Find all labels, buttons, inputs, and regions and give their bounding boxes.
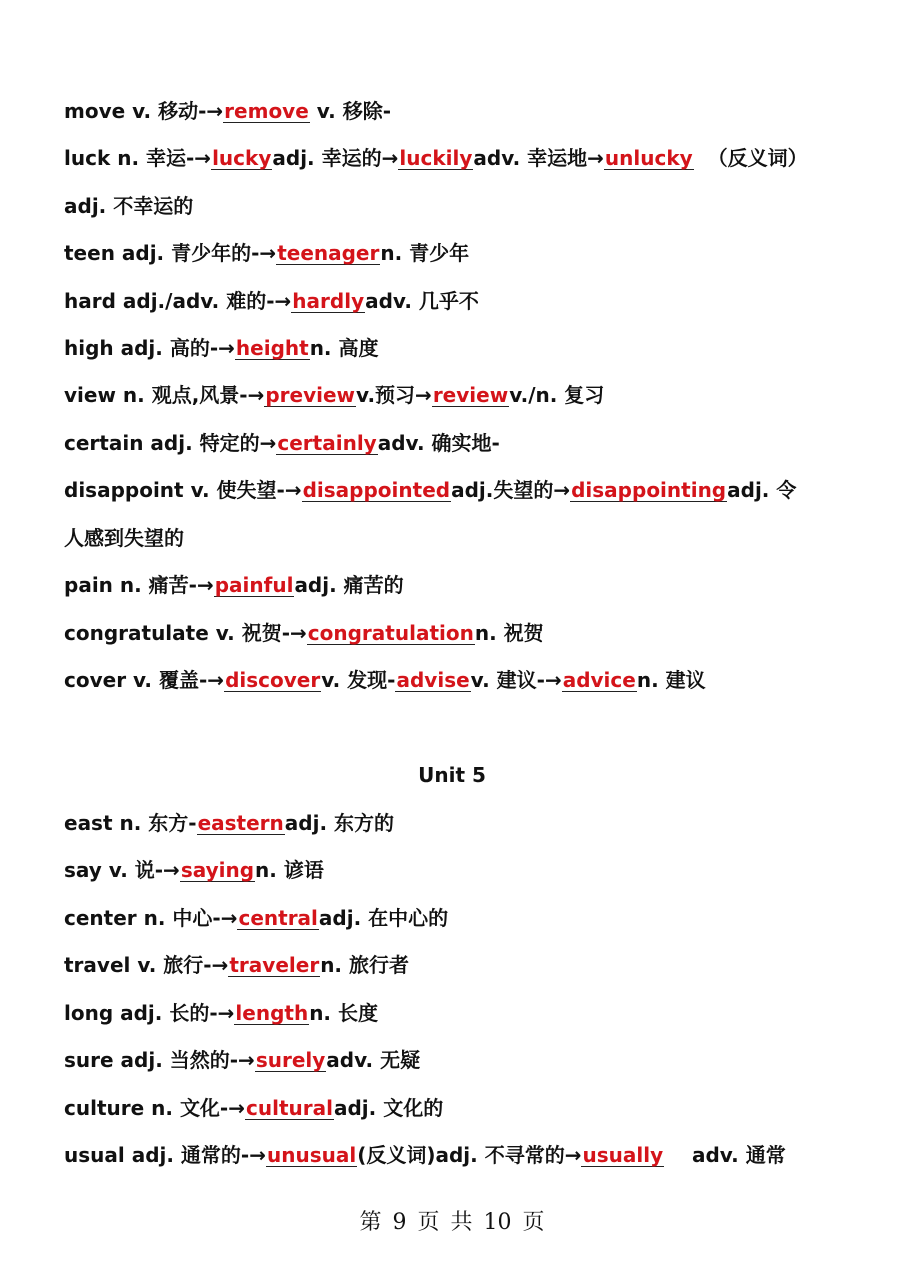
answer-word: hardly <box>292 289 365 313</box>
answer-word: luckily <box>399 146 473 170</box>
entry-text: adj. 痛苦的 <box>294 573 404 597</box>
answer-word: central <box>238 906 318 930</box>
answer-word: height <box>235 336 309 360</box>
answer-word: painful <box>214 573 294 597</box>
vocab-line <box>64 523 184 553</box>
entry-text: adj. 在中心的 <box>318 906 449 930</box>
entry-text: v. 移除- <box>309 99 392 123</box>
entry-text: v. 发现- <box>321 668 396 692</box>
entry-text: n. 建议 <box>636 668 706 692</box>
entry-text: n. 长度 <box>309 1001 378 1025</box>
vocab-line <box>64 855 324 885</box>
entry-text: usual adj. 通常的-→ <box>64 1143 266 1167</box>
answer-word: unlucky <box>604 146 693 170</box>
entry-text: adj. 东方的 <box>284 811 395 835</box>
vocab-line <box>64 143 808 173</box>
entry-text: v./n. 复习 <box>509 383 605 407</box>
entry-text: adj. 不幸运的 <box>64 194 194 218</box>
vocab-line <box>64 333 379 363</box>
entry-text: v.预习→ <box>356 383 432 407</box>
answer-word: saying <box>180 858 255 882</box>
answer-word: traveler <box>229 953 320 977</box>
entry-text: certain adj. 特定的→ <box>64 431 277 455</box>
answer-word: certainly <box>277 431 377 455</box>
entry-text: cover v. 覆盖-→ <box>64 668 225 692</box>
answer-word: remove <box>224 99 309 123</box>
answer-word: surely <box>255 1048 326 1072</box>
entry-text: adj.失望的→ <box>451 478 571 502</box>
answer-word: eastern <box>197 811 284 835</box>
entry-text: 人感到失望的 <box>64 526 184 550</box>
answer-word: disappointing <box>571 478 727 502</box>
answer-word: advise <box>396 668 470 692</box>
vocab-line <box>64 286 479 316</box>
entry-text: move v. 移动-→ <box>64 99 224 123</box>
entry-text: n. 谚语 <box>255 858 324 882</box>
vocab-line <box>64 1093 443 1123</box>
entry-text: n. 青少年 <box>380 241 470 265</box>
vocab-line <box>64 428 500 458</box>
answer-word: usually <box>582 1143 664 1167</box>
page-footer: 第 9 页 共 10 页 <box>359 1210 545 1235</box>
entry-text: luck n. 幸运-→ <box>64 146 212 170</box>
answer-word: teenager <box>277 241 380 265</box>
entry-text: say v. 说-→ <box>64 858 180 882</box>
vocab-line <box>64 1140 786 1170</box>
vocab-line <box>64 665 706 695</box>
answer-word: discover <box>225 668 321 692</box>
vocab-line <box>64 618 544 648</box>
entry-text: adv. 无疑 <box>326 1048 421 1072</box>
vocab-line <box>64 96 391 126</box>
vocab-line <box>64 903 448 933</box>
answer-word: unusual <box>266 1143 357 1167</box>
vocab-line <box>64 380 604 410</box>
entry-text: adj. 文化的 <box>333 1096 444 1120</box>
entry-text: adv. 几乎不 <box>365 289 479 313</box>
entry-text: adv. 通常 <box>664 1143 786 1167</box>
answer-word: congratulation <box>307 621 474 645</box>
answer-word: advice <box>562 668 636 692</box>
entry-text: disappoint v. 使失望-→ <box>64 478 302 502</box>
entry-text: adv. 确实地- <box>377 431 500 455</box>
vocab-line <box>64 950 409 980</box>
answer-word: length <box>235 1001 309 1025</box>
entry-text: east n. 东方- <box>64 811 197 835</box>
unit-title: Unit 5 <box>418 763 486 787</box>
entry-text: n. 祝贺 <box>474 621 544 645</box>
entry-text: teen adj. 青少年的-→ <box>64 241 277 265</box>
entry-text: high adj. 高的-→ <box>64 336 235 360</box>
entry-text: v. 建议-→ <box>470 668 562 692</box>
entry-text: adv. 幸运地→ <box>473 146 604 170</box>
vocab-line <box>64 570 404 600</box>
vocab-line <box>64 1045 420 1075</box>
answer-word: review <box>432 383 509 407</box>
entry-text: long adj. 长的-→ <box>64 1001 235 1025</box>
entry-text: pain n. 痛苦-→ <box>64 573 214 597</box>
vocab-line <box>64 475 796 505</box>
entry-text: adj. 幸运的→ <box>272 146 399 170</box>
entry-text: （反义词） <box>693 146 808 170</box>
entry-text: travel v. 旅行-→ <box>64 953 229 977</box>
vocab-line <box>64 191 193 221</box>
entry-text: n. 旅行者 <box>320 953 409 977</box>
answer-word: disappointed <box>302 478 451 502</box>
entry-text: congratulate v. 祝贺-→ <box>64 621 307 645</box>
entry-text: n. 高度 <box>309 336 379 360</box>
answer-word: preview <box>265 383 356 407</box>
entry-text: sure adj. 当然的-→ <box>64 1048 255 1072</box>
entry-text: view n. 观点,风景-→ <box>64 383 265 407</box>
entry-text: (反义词)adj. 不寻常的→ <box>357 1143 582 1167</box>
vocab-line <box>64 998 378 1028</box>
vocab-line <box>64 808 394 838</box>
entry-text: center n. 中心-→ <box>64 906 238 930</box>
entry-text: culture n. 文化-→ <box>64 1096 245 1120</box>
answer-word: lucky <box>212 146 272 170</box>
answer-word: cultural <box>246 1096 333 1120</box>
entry-text: hard adj./adv. 难的-→ <box>64 289 292 313</box>
entry-text: adj. 令 <box>727 478 797 502</box>
vocab-line <box>64 238 469 268</box>
